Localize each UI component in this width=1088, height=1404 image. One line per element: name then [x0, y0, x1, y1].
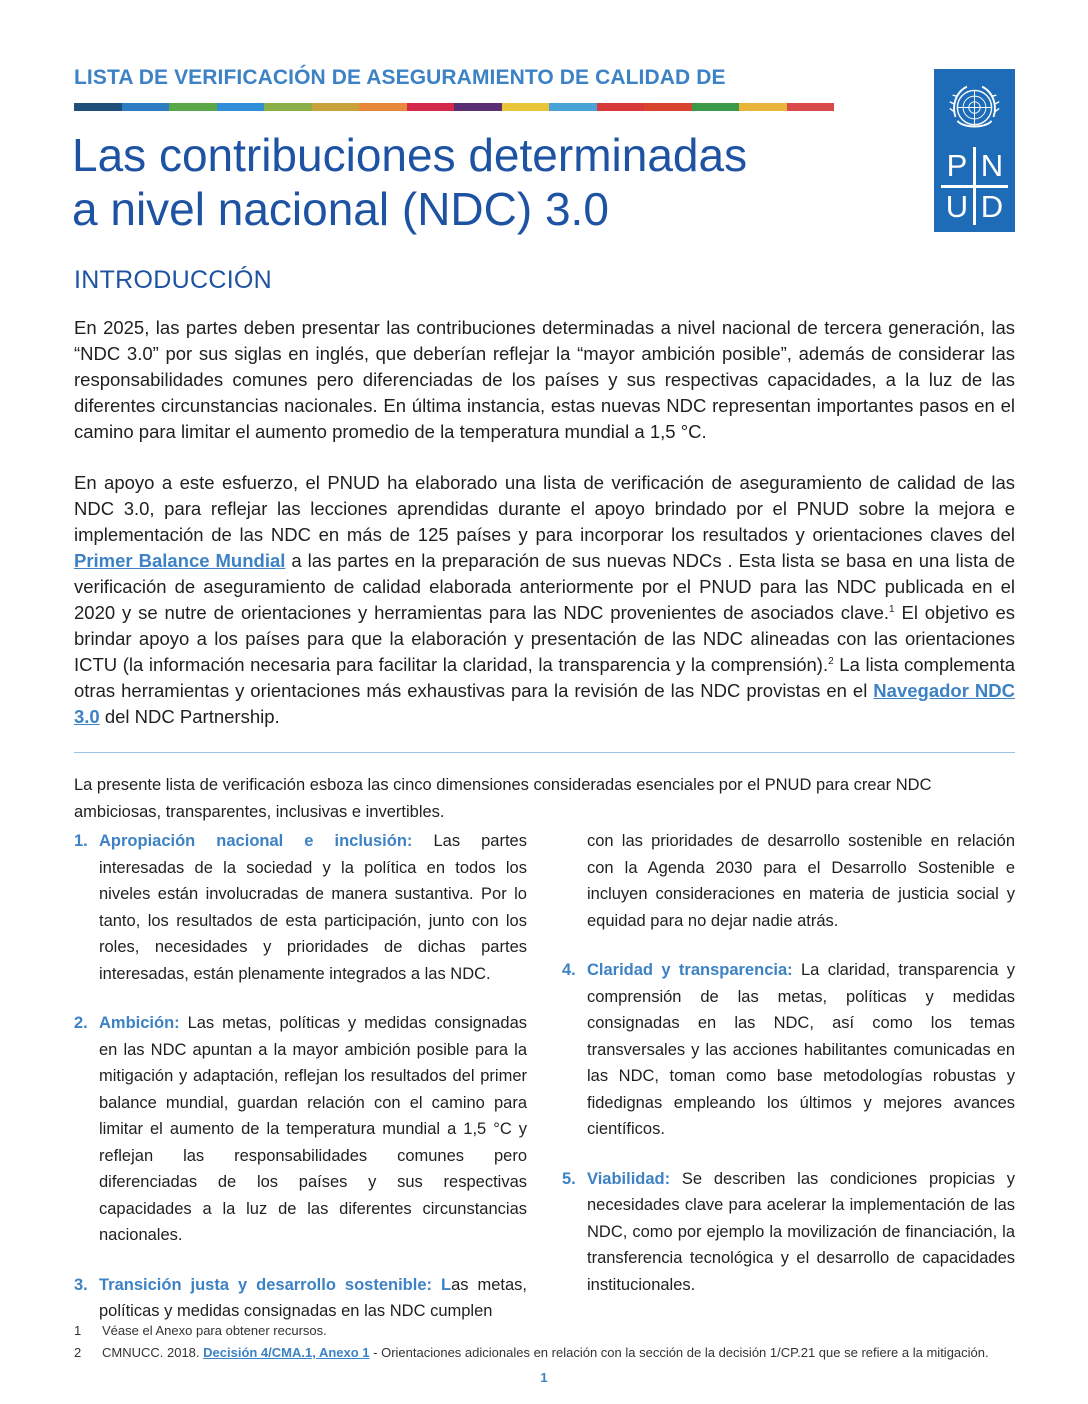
- item-label: Apropiación nacional e inclusión:: [99, 832, 413, 850]
- logo-letter: D: [976, 188, 1008, 226]
- checklist-column-left: [74, 828, 527, 1348]
- checklist-lead: La presente lista de verificación esboza las cinco dimensiones consideradas esenciales por el PNUD para crear NDC ambiciosas, transparentes, inclusivas e invertibles.: [74, 776, 932, 821]
- footnote-number: 2: [74, 1345, 82, 1360]
- logo-letter: N: [976, 147, 1008, 185]
- footnote-number: 1: [74, 1323, 82, 1338]
- checklist-item-3: [74, 1272, 527, 1325]
- item-label: Transición justa y desarrollo sostenible: L: [99, 1275, 452, 1294]
- page-number: 1: [540, 1370, 548, 1385]
- item-number: 2.: [74, 1014, 88, 1032]
- item-number: 5.: [562, 1169, 576, 1188]
- section-divider: [74, 752, 1015, 753]
- footnote-text: Véase el Anexo para obtener recursos.: [102, 1323, 327, 1338]
- paragraph-text: del NDC Partnership.: [99, 706, 280, 727]
- item-number: 3.: [74, 1275, 88, 1294]
- checklist-item-3-continuation: con las prioridades de desarrollo sostenible en relación con la Agenda 2030 para el Desarrollo Sostenible e incluyen consideraciones en materia de justicia social y equidad para no dejar nadie atrás.: [587, 832, 1015, 930]
- checklist-item-5: [562, 1166, 1015, 1299]
- item-label: Ambición:: [99, 1014, 180, 1032]
- logo-letter: P: [941, 147, 973, 185]
- stripe-segment: [502, 103, 550, 111]
- pnud-logo: [934, 69, 1015, 232]
- stripe-segment: [312, 103, 360, 111]
- footnote-ref-1[interactable]: 1: [889, 603, 895, 615]
- intro-paragraph-2: [74, 470, 1015, 730]
- footnote-text: CMNUCC. 2018.: [102, 1345, 204, 1360]
- stripe-segment: [264, 103, 312, 111]
- navegador-ndc-link[interactable]: Navegador NDC 3.0: [74, 680, 1015, 727]
- stripe-segment: [692, 103, 740, 111]
- paragraph-text: El objetivo es brindar apoyo a los países para que la elaboración y presentación de las NDC alineadas con las orientaciones ICTU (la información necesaria para facilitar la claridad, la transparencia y la comprensión).: [74, 602, 1015, 675]
- footnote-ref-2[interactable]: 2: [828, 655, 834, 667]
- item-text: Se describen las condiciones propicias y necesidades clave para acelerar la implementación de las NDC, como por ejemplo la movilización de financiación, la transferencia tecnológica y el desarrollo de capacidades institucionales.: [587, 1169, 1015, 1294]
- checklist-item-4: [562, 957, 1015, 1143]
- title-line-1: Las contribuciones determinadas: [72, 129, 748, 181]
- stripe-segment: [549, 103, 597, 111]
- document-kicker: LISTA DE VERIFICACIÓN DE ASEGURAMIENTO DE CALIDAD DE: [74, 66, 726, 89]
- stripe-segment: [217, 103, 265, 111]
- stripe-segment: [787, 103, 835, 111]
- intro-paragraph-1: En 2025, las partes deben presentar las contribuciones determinadas a nivel nacional de tercera generación, las “NDC 3.0” por sus siglas en inglés, que deberían reflejar la “mayor ambición posible”, además de considerar las responsabilidades comunes pero diferenciadas de los países y sus respectivas capacidades, a la luz de las diferentes circunstancias nacionales. En última instancia, estas nuevas NDC representan importantes pasos en el camino para limitar el aumento promedio de la temperatura mundial a 1,5 °C.: [74, 317, 1015, 442]
- item-number: 4.: [562, 961, 576, 979]
- color-stripe: [74, 103, 834, 111]
- primer-balance-mundial-link[interactable]: Primer Balance Mundial: [74, 550, 286, 571]
- footnote-text: - Orientaciones adicionales en relación con la sección de la decisión 1/CP.21 que se refiere a la mitigación.: [369, 1345, 989, 1360]
- checklist-item-2: [74, 1010, 527, 1249]
- un-emblem-icon: [946, 79, 1003, 136]
- decision-4-cma1-link[interactable]: Decisión 4/CMA.1, Anexo 1: [203, 1345, 370, 1360]
- paragraph-text: La lista complementa otras herramientas y orientaciones más exhaustivas para la revisión de las NDC provistas en el: [74, 654, 1016, 701]
- paragraph-text: a las partes en la preparación de sus nuevas NDCs . Esta lista se basa en una lista de verificación de aseguramiento de calidad elaborada anteriormente por el PNUD para las NDC publicada en el 2020 y se nutre de orientaciones y herramientas para las NDC provenientes de asociados clave.: [74, 550, 1016, 623]
- item-label: Claridad y transparencia:: [587, 961, 793, 979]
- stripe-segment: [644, 103, 692, 111]
- item-text: La claridad, transparencia y comprensión de las metas, políticas y medidas consignadas en las NDC, así como los temas transversales y las acciones habilitantes comunicadas en las NDC, toman como base metodologías robustas y fidedignas empleando los últimos y mejores avances científicos.: [587, 961, 1015, 1138]
- footnote-1: [74, 1320, 1034, 1342]
- title-line-2: a nivel nacional (NDC) 3.0: [72, 183, 609, 235]
- item-number: 1.: [74, 832, 88, 850]
- stripe-segment: [739, 103, 787, 111]
- stripe-segment: [169, 103, 217, 111]
- paragraph-text: En apoyo a este esfuerzo, el PNUD ha elaborado una lista de verificación de aseguramiento de calidad de las NDC 3.0, para reflejar las lecciones aprendidas durante el apoyo brindado por el PNUD sobre la mejora e implementación de las NDC en más de 125 países y para incorporar los resultados y orientaciones claves del: [74, 472, 1015, 545]
- stripe-segment: [74, 103, 122, 111]
- stripe-segment: [407, 103, 455, 111]
- logo-letter: U: [941, 188, 973, 226]
- stripe-segment: [454, 103, 502, 111]
- section-heading-introduccion: INTRODUCCIÓN: [74, 266, 273, 294]
- footnotes: [74, 1320, 1034, 1364]
- item-label: Viabilidad:: [587, 1169, 671, 1188]
- stripe-segment: [359, 103, 407, 111]
- item-text: as metas, políticas y medidas consignadas en las NDC cumplen: [99, 1275, 528, 1320]
- checklist-item-1: [74, 828, 527, 987]
- page-title: [72, 128, 902, 236]
- stripe-segment: [122, 103, 170, 111]
- footnote-2: [74, 1342, 1034, 1364]
- item-text: Las metas, políticas y medidas consignadas en las NDC apuntan a la mayor ambición posible para la mitigación y adaptación, reflejan los resultados del primer balance mundial, guardan relación con el camino para limitar el aumento de la temperatura mundial a 1,5 °C y reflejan las responsabilidades comunes pero diferenciadas de los países y sus respectivas capacidades a la luz de las diferentes circunstancias nacionales.: [99, 1014, 527, 1244]
- stripe-segment: [597, 103, 645, 111]
- checklist-column-right: [562, 828, 1015, 1321]
- item-text: Las partes interesadas de la sociedad y la política en todos los niveles están involucradas de manera sustantiva. Por lo tanto, los resultados de esta participación, junto con los roles, necesidades y prioridades de dichas partes interesadas, están plenamente integrados a las NDC.: [99, 832, 527, 983]
